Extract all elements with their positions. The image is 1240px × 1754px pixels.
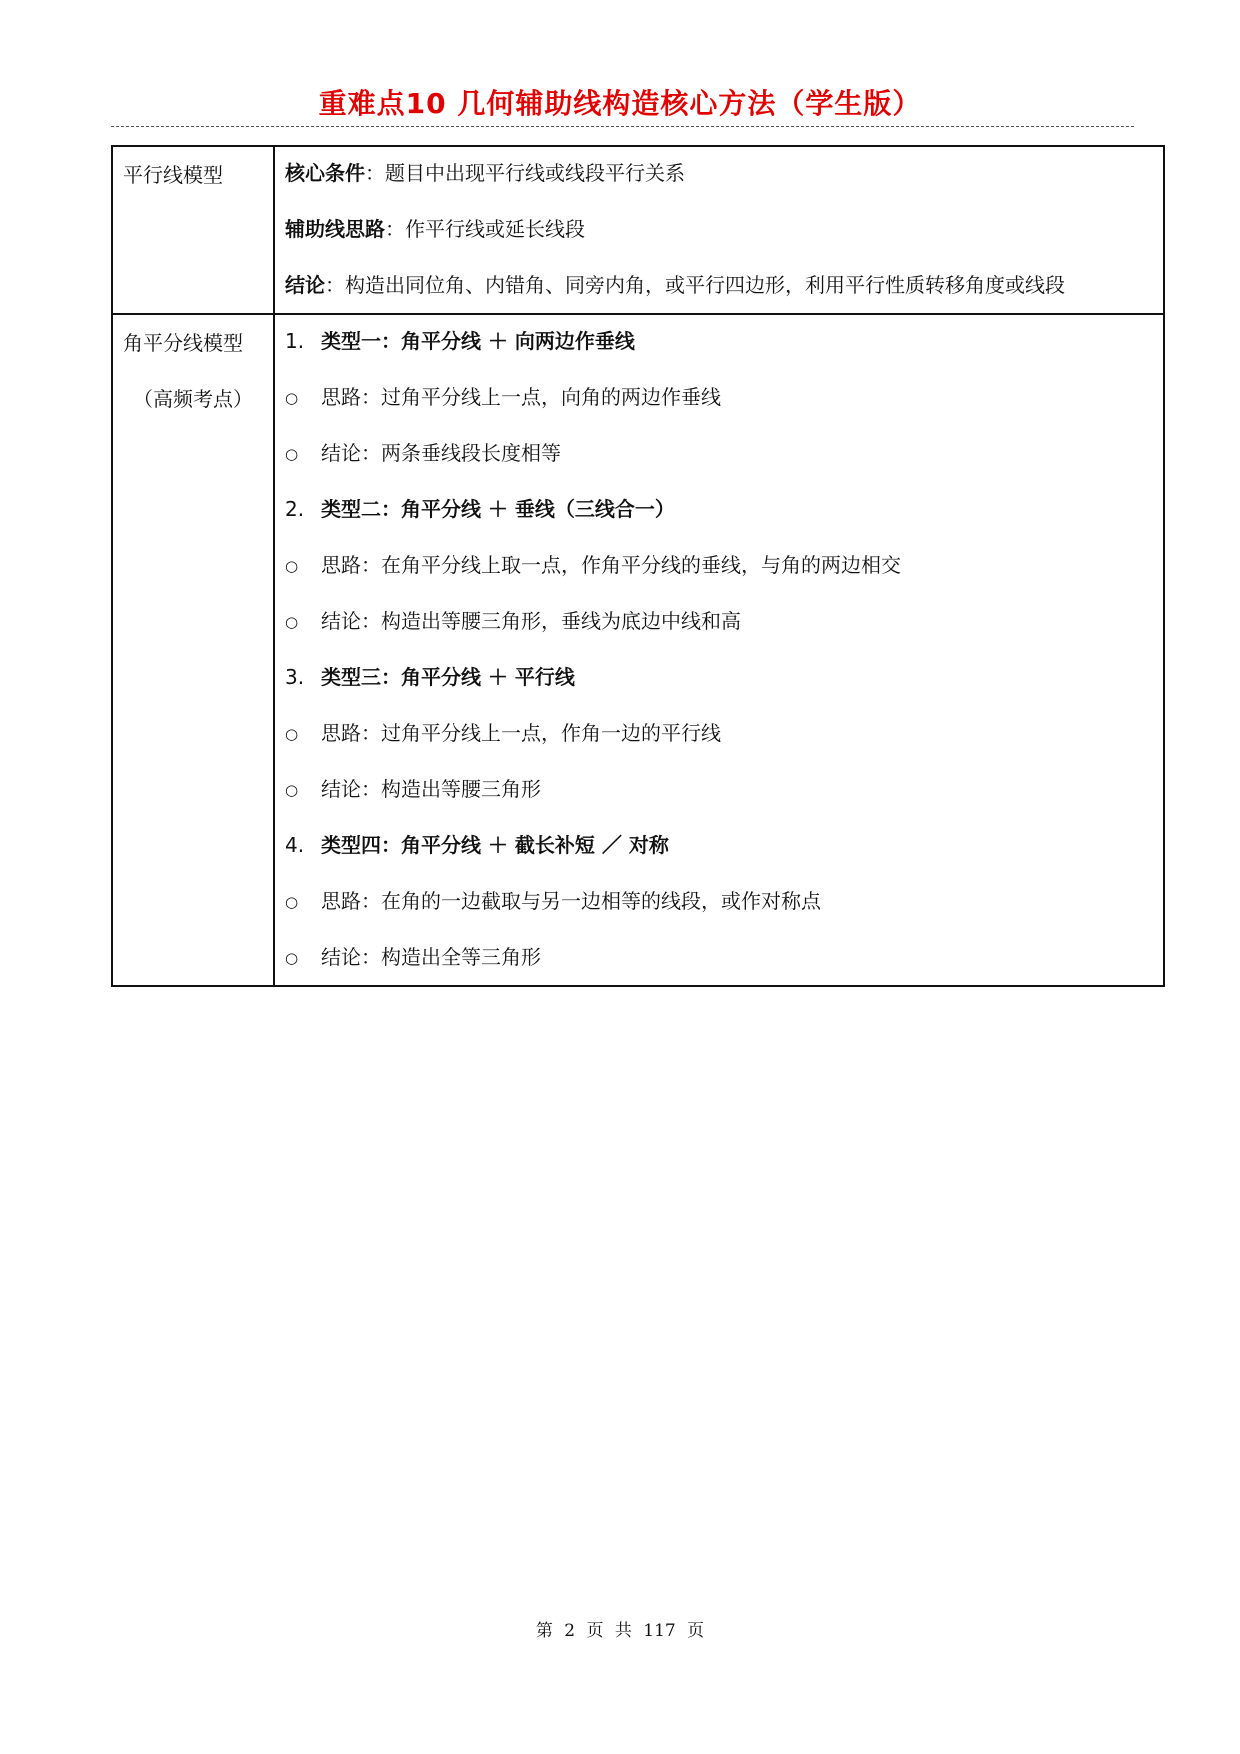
circle-bullet-icon: ○: [285, 557, 299, 575]
list-item: [285, 769, 1163, 825]
circle-bullet-icon: ○: [285, 389, 299, 407]
row-sublabel: （高频考点）: [133, 387, 253, 411]
row-label-cell: [112, 146, 274, 314]
item-text: 作平行线或延长线段: [405, 217, 585, 241]
item-key: 核心条件: [285, 161, 365, 185]
list-number: 2.: [285, 497, 305, 521]
list-item: [285, 265, 1163, 313]
list-number: 3.: [285, 665, 305, 689]
table-row-angle-bisector: [112, 314, 1164, 986]
type-heading: [285, 489, 1163, 545]
item-text: 题目中出现平行线或线段平行关系: [385, 161, 685, 185]
item-sep: ：: [365, 161, 385, 185]
bullet-text: 思路：在角的一边截取与另一边相等的线段，或作对称点: [321, 889, 821, 913]
bullet-text: 结论：构造出全等三角形: [321, 945, 541, 969]
circle-bullet-icon: ○: [285, 445, 299, 463]
list-item: [285, 433, 1163, 489]
list-item: [285, 153, 1163, 209]
item-key: 辅助线思路: [285, 217, 385, 241]
type-heading-text: 类型一：角平分线 ＋ 向两边作垂线: [321, 329, 635, 353]
type-heading: [285, 321, 1163, 377]
list-item: [285, 881, 1163, 937]
bullet-text: 思路：过角平分线上一点，作角一边的平行线: [321, 721, 721, 745]
circle-bullet-icon: ○: [285, 949, 299, 967]
bullet-text: 思路：过角平分线上一点，向角的两边作垂线: [321, 385, 721, 409]
list-item: [285, 601, 1163, 657]
list-item: [285, 209, 1163, 265]
list-number: 4.: [285, 833, 305, 857]
title-divider: [111, 126, 1134, 127]
type-heading: [285, 825, 1163, 881]
item-key: 结论: [285, 273, 325, 297]
item-sep: ：: [385, 217, 405, 241]
list-item: [285, 545, 1163, 601]
item-sep: ：: [325, 273, 345, 297]
type-heading-text: 类型四：角平分线 ＋ 截长补短 ／ 对称: [321, 833, 669, 857]
list-item: [285, 713, 1163, 769]
circle-bullet-icon: ○: [285, 725, 299, 743]
page-title: 重难点10 几何辅助线构造核心方法（学生版）: [318, 87, 922, 120]
list-item: [285, 937, 1163, 985]
circle-bullet-icon: ○: [285, 893, 299, 911]
bullet-text: 结论：构造出等腰三角形: [321, 777, 541, 801]
bullet-text: 结论：构造出等腰三角形，垂线为底边中线和高: [321, 609, 741, 633]
item-text: 构造出同位角、内错角、同旁内角，或平行四边形，利用平行性质转移角度或线段: [345, 273, 1065, 297]
type-heading-text: 类型三：角平分线 ＋ 平行线: [321, 665, 575, 689]
content-table: [111, 145, 1165, 987]
list-number: 1.: [285, 329, 305, 353]
bullet-text: 思路：在角平分线上取一点，作角平分线的垂线，与角的两边相交: [321, 553, 901, 577]
table-row-parallel: [112, 146, 1164, 314]
row-label: 角平分线模型: [123, 331, 243, 355]
bullet-text: 结论：两条垂线段长度相等: [321, 441, 561, 465]
row-label-cell: [112, 314, 274, 986]
circle-bullet-icon: ○: [285, 613, 299, 631]
circle-bullet-icon: ○: [285, 781, 299, 799]
page-footer: 第 2 页 共 117 页: [535, 1621, 705, 1641]
row-content-cell: [274, 314, 1164, 986]
list-item: [285, 377, 1163, 433]
type-heading: [285, 657, 1163, 713]
row-content-cell: [274, 146, 1164, 314]
type-heading-text: 类型二：角平分线 ＋ 垂线（三线合一）: [321, 497, 675, 521]
row-label: 平行线模型: [123, 163, 223, 187]
